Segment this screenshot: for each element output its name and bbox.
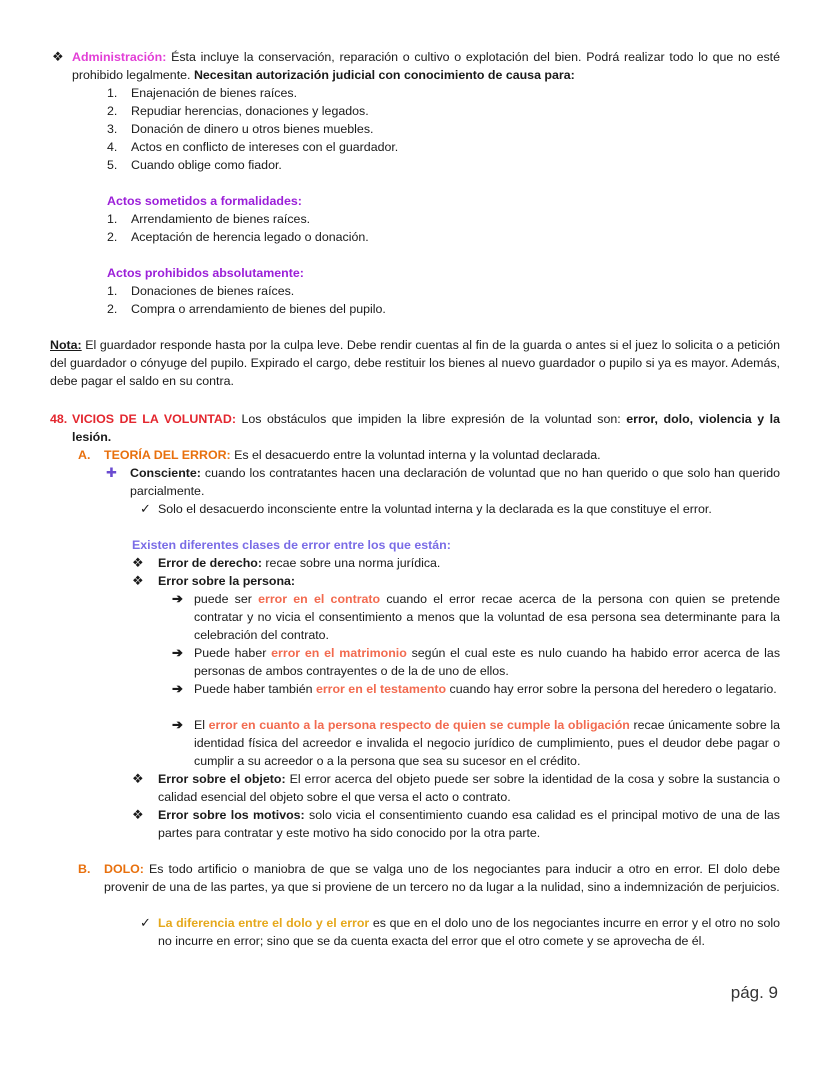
list-item: Donación de dinero u otros bienes muebles. (131, 122, 374, 136)
check-icon: ✓ (140, 915, 151, 930)
arrow-right-icon: ➔ (172, 645, 183, 660)
arrow-pre: Puede haber también (194, 682, 316, 696)
list-number: 1. (107, 212, 118, 226)
arrow-item (194, 644, 780, 680)
section-bold: error, dolo, violencia y la lesión. (72, 412, 780, 444)
nota-paragraph (50, 336, 780, 390)
derecho-label: Error de derecho: (158, 556, 262, 570)
error-motivos (158, 806, 780, 842)
arrow-highlight: error en el contrato (258, 592, 381, 606)
page-number: pág. 9 (730, 983, 778, 1002)
section-number: 48. (50, 412, 68, 426)
arrow-highlight: error en el testamento (315, 682, 447, 696)
diferencia-highlight: La diferencia entre el dolo y el error (158, 916, 370, 930)
teoria-title: TEORÍA DEL ERROR: (104, 448, 231, 462)
admin-title: Administración: (72, 50, 167, 64)
list-number: 1. (107, 86, 118, 100)
consciente-text: cuando los contratantes hacen una declaración de voluntad que no han querido o que solo han querido parcialmente. (130, 466, 780, 498)
error-persona: Error sobre la persona: (158, 574, 296, 588)
prohib-title: Actos prohibidos absolutamente: (107, 266, 304, 280)
dolo-diferencia (158, 914, 780, 950)
list-number: 1. (107, 284, 118, 298)
arrow-down-bullet-icon: ✚ (106, 465, 117, 480)
list-item: Aceptación de herencia legado o donación. (131, 230, 369, 244)
arrow-pre: puede ser (194, 592, 259, 606)
diferencia-text: es que en el dolo uno de los negociantes incurre en error y el otro no solo no incurre en error; sino que se da cuenta exacta del error que el otro comete y se aprovecha de él. (158, 916, 780, 948)
diamond-bullet-icon: ❖ (52, 49, 64, 64)
diamond-bullet-icon: ❖ (132, 771, 144, 786)
arrow-post: según el cual este es nulo cuando ha habido error acerca de las personas de ambos contrayentes o de la de uno de ellos. (194, 646, 781, 678)
list-item: Arrendamiento de bienes raíces. (131, 212, 311, 226)
section-48-heading (72, 410, 780, 446)
arrow-item (194, 716, 780, 770)
list-item: Actos en conflicto de intereses con el guardador. (131, 140, 399, 154)
arrow-highlight: error en cuanto a la persona respecto de quien se cumple la obligación (208, 718, 630, 732)
arrow-post: recae únicamente sobre la identidad física del acreedor e invalida el negocio jurídico de cumplimiento, pues el deudor debe pagar o cumplir a su acreedor o a la persona que sea su sucesor en el crédito. (194, 718, 780, 768)
formal-title: Actos sometidos a formalidades: (107, 194, 302, 208)
clases-heading: Existen diferentes clases de error entre los que están: (132, 538, 451, 552)
arrow-pre: Puede haber (194, 646, 272, 660)
section-title: VICIOS DE LA VOLUNTAD: (72, 412, 236, 426)
list-item: Compra o arrendamiento de bienes del pupilo. (131, 302, 386, 316)
dolo-paragraph (104, 860, 780, 896)
arrow-item (194, 590, 780, 644)
error-derecho (158, 554, 780, 572)
arrow-pre: El (194, 718, 209, 732)
list-item: Enajenación de bienes raíces. (131, 86, 298, 100)
arrow-right-icon: ➔ (172, 681, 183, 696)
arrow-right-icon: ➔ (172, 591, 183, 606)
teoria-error (104, 446, 780, 464)
diamond-bullet-icon: ❖ (132, 807, 144, 822)
list-number: 4. (107, 140, 118, 154)
motivos-text: solo vicia el consentimiento cuando esa calidad es el principal motivo de una de las partes para contratar y este motivo ha sido conocido por la otra parte. (158, 808, 780, 840)
list-number: 3. (107, 122, 118, 136)
arrow-post: cuando hay error sobre la persona del heredero o legatario. (446, 682, 777, 696)
arrow-highlight: error en el matrimonio (271, 646, 407, 660)
list-number: 2. (107, 302, 118, 316)
error-objeto (158, 770, 780, 806)
arrow-post: cuando el error recae acerca de la persona con quien se pretende contratar y no vicia el consentimiento a menos que la voluntad de esa persona sea determinante para la celebración del contrato. (194, 592, 781, 642)
diamond-bullet-icon: ❖ (132, 573, 144, 588)
arrow-item (194, 680, 780, 698)
nota-text: El guardador responde hasta por la culpa leve. Debe rendir cuentas al fin de la guarda o antes si el juez lo solicita o a petición del guardador o cónyuge del pupilo. Expirado el cargo, debe restituir los bienes al nuevo guardador o pupilo si ya es mayor. Además, debe pagar el saldo en su contra. (50, 338, 780, 388)
list-number: 2. (107, 104, 118, 118)
objeto-label: Error sobre el objeto: (158, 772, 286, 786)
list-item: Donaciones de bienes raíces. (131, 284, 295, 298)
admin-bold: Necesitan autorización judicial con conocimiento de causa para: (193, 68, 575, 82)
dolo-title: DOLO: (104, 862, 144, 876)
objeto-text: El error acerca del objeto puede ser sobre la identidad de la cosa y sobre la sustancia o calidad esencial del objeto sobre el que versa el acto o contrato. (158, 772, 781, 804)
list-item: Repudiar herencias, donaciones y legados. (131, 104, 369, 118)
list-item: Cuando oblige como fiador. (131, 158, 282, 172)
consciente-label: Consciente: (130, 466, 201, 480)
diamond-bullet-icon: ❖ (132, 555, 144, 570)
teoria-text: Es el desacuerdo entre la voluntad interna y la voluntad declarada. (230, 448, 601, 462)
dolo-text: Es todo artificio o maniobra de que se valga uno de los negociantes para inducir a otro en error. El dolo debe provenir de una de las partes, ya que si proviene de un tercero no da lugar a la nulidad, sino a indemnización de perjuicios. (104, 862, 780, 894)
motivos-label: Error sobre los motivos: (158, 808, 305, 822)
check-icon: ✓ (140, 501, 151, 516)
derecho-text: recae sobre una norma jurídica. (261, 556, 441, 570)
letter-a: A. (78, 448, 91, 462)
list-number: 2. (107, 230, 118, 244)
section-text: Los obstáculos que impiden la libre expresión de la voluntad son: (235, 412, 627, 426)
list-number: 5. (107, 158, 118, 172)
consciente-paragraph (130, 464, 780, 500)
admin-text: Ésta incluye la conservación, reparación o cultivo o explotación del bien. Podrá realizar todo lo que no esté prohibido legalmente. (72, 50, 780, 82)
letter-b: B. (78, 862, 91, 876)
arrow-right-icon: ➔ (172, 717, 183, 732)
nota-label: Nota: (50, 338, 82, 352)
check-item: Solo el desacuerdo inconsciente entre la voluntad interna y la declarada es la que constituye el error. (158, 502, 712, 516)
administracion-paragraph (72, 48, 780, 84)
